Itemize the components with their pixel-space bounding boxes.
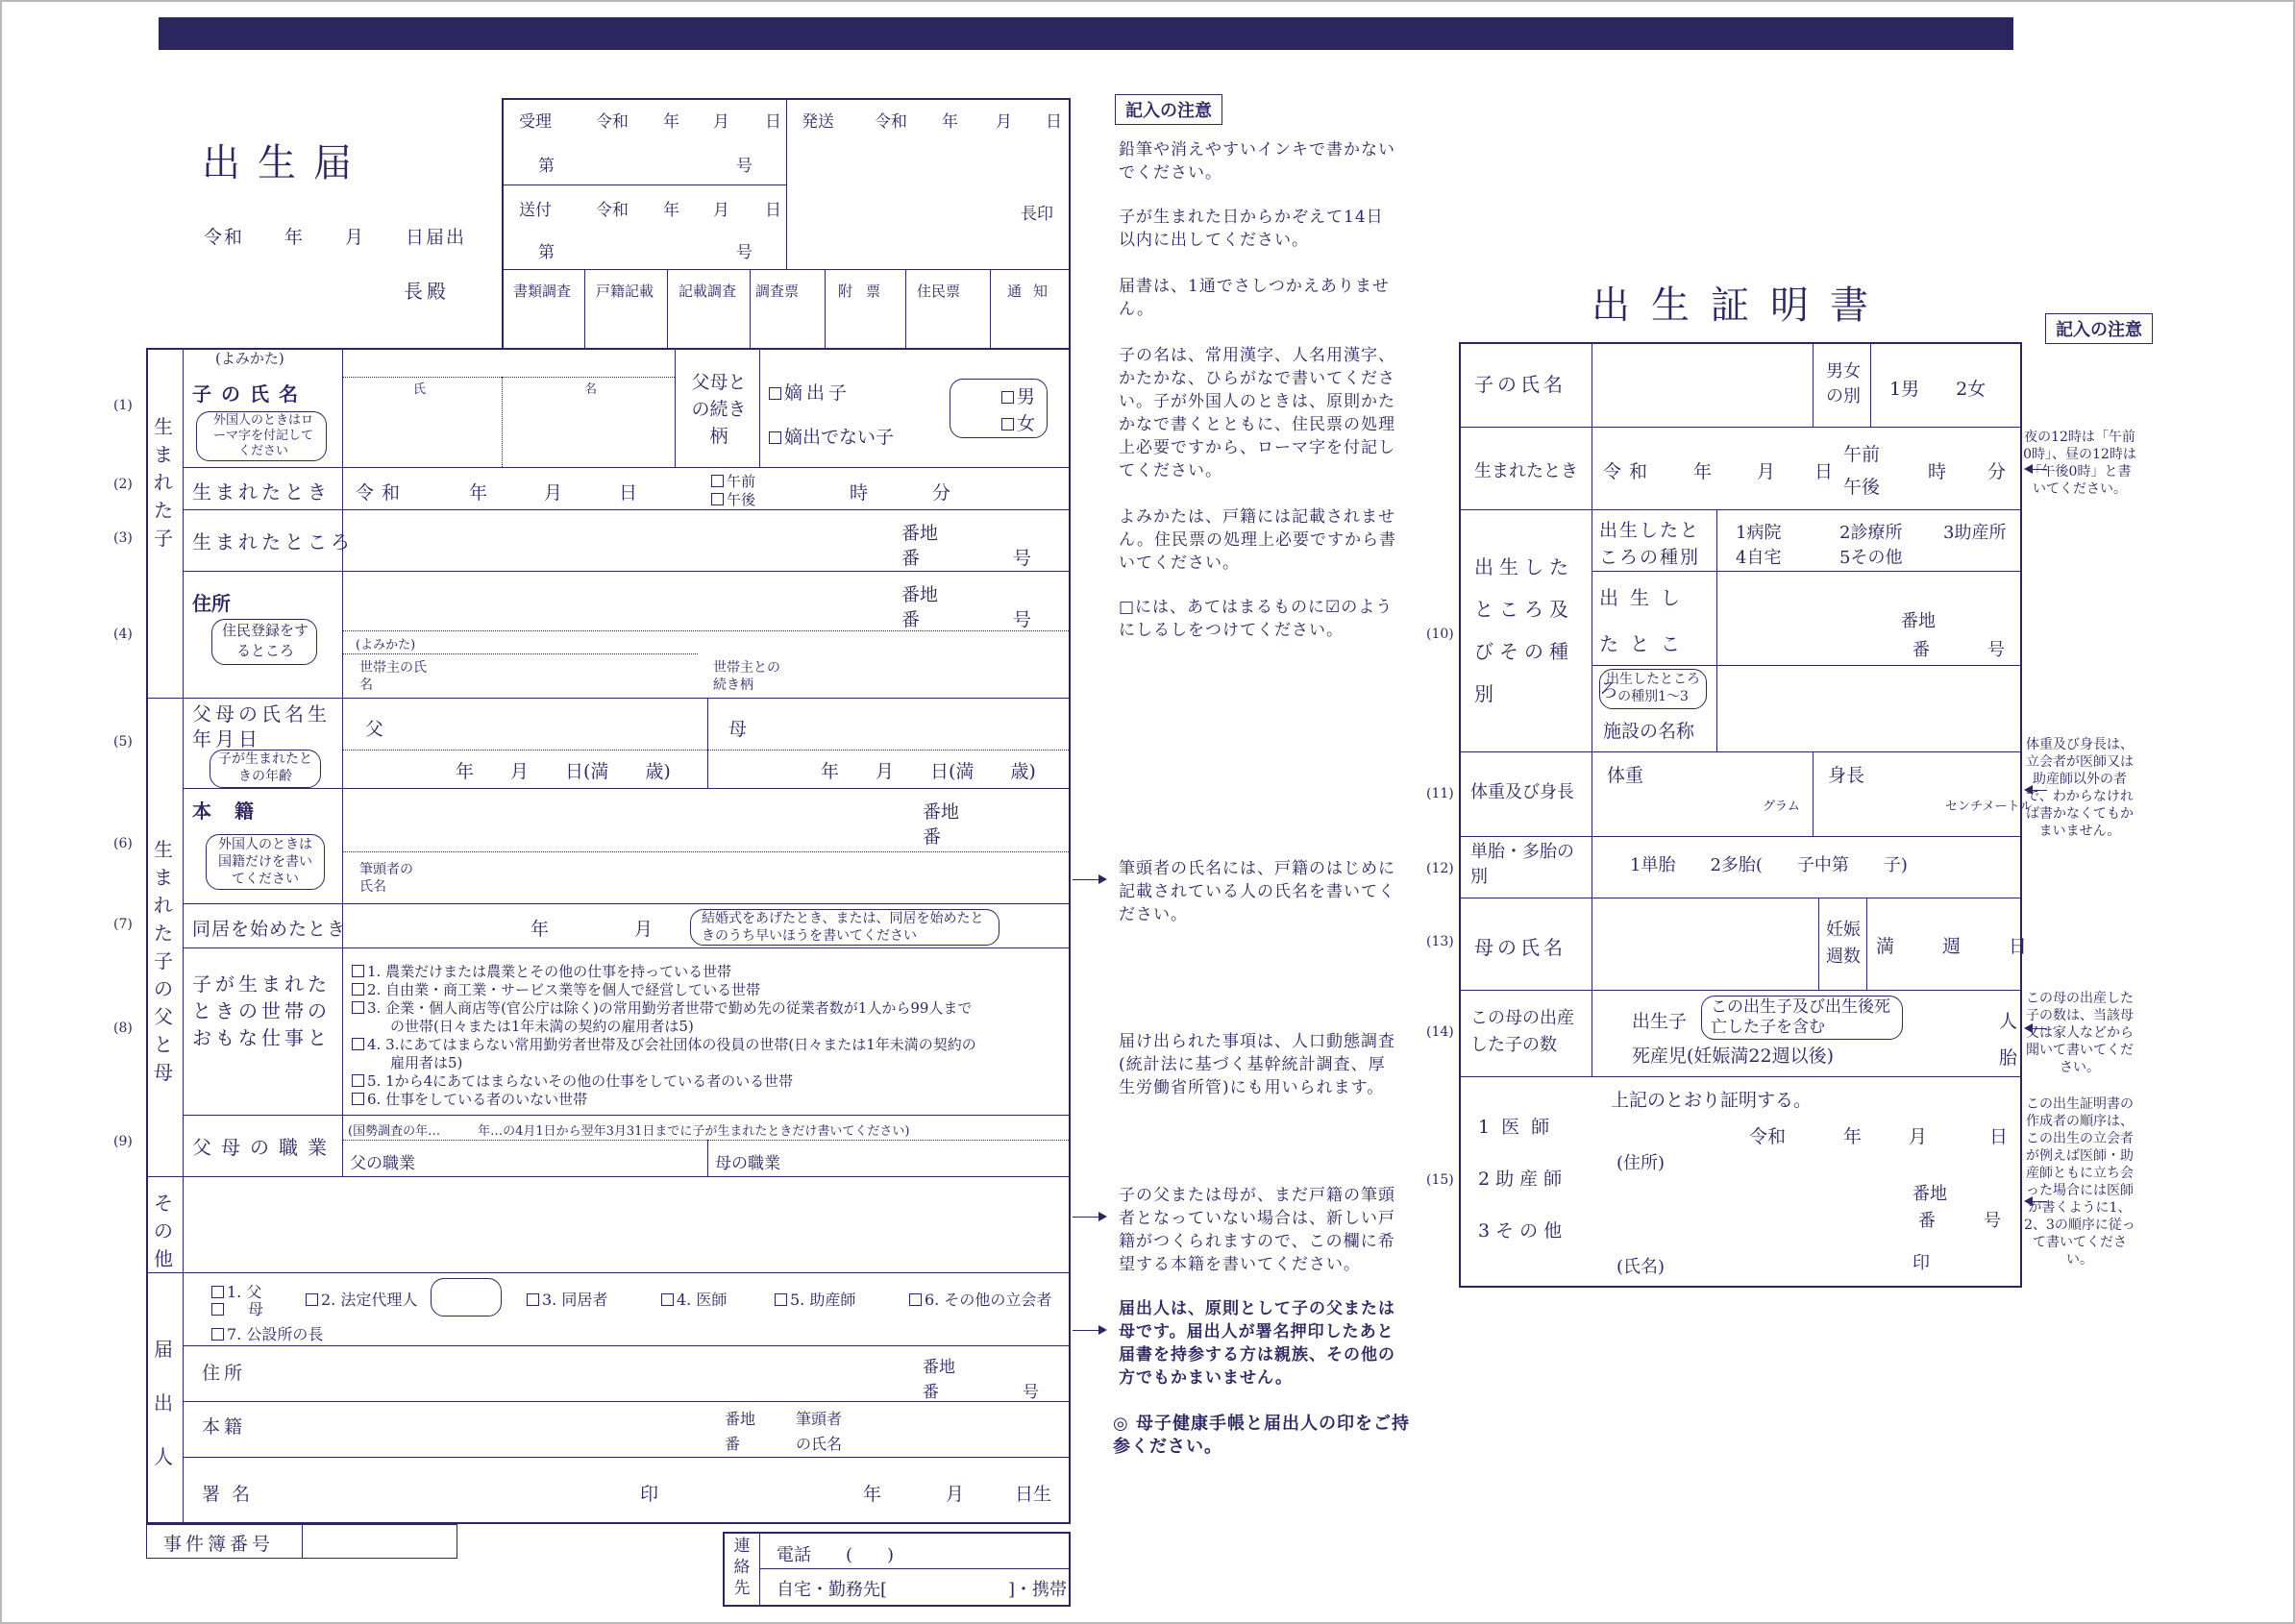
cert-date-year: 年 bbox=[1843, 1126, 1863, 1147]
no2-prefix: 第 bbox=[538, 243, 555, 262]
note-yomi: よみかたは、戸籍には記載されません。住民票の処理上必要ですから書いてください。 bbox=[1119, 507, 1397, 573]
cert-multi-label: 単胎・多胎の別 bbox=[1470, 842, 1574, 887]
informant-father-text: 1. 父 bbox=[227, 1283, 262, 1301]
cert-role-1: 1医師 bbox=[1478, 1117, 1562, 1138]
born-when-label: 生まれたとき bbox=[192, 480, 331, 504]
rownum-6: (6) bbox=[113, 836, 133, 851]
child-name-label: 子の氏名 bbox=[192, 382, 308, 406]
household-text-1: 1. 農業だけまたは農業とその他の仕事を持っている世帯 bbox=[367, 963, 732, 980]
cert-date-month: 月 bbox=[1909, 1126, 1928, 1147]
pm-option[interactable] bbox=[711, 489, 755, 509]
cert-addr-banchi: 番地 bbox=[1912, 1184, 1947, 1204]
cert-cm: センチメートル bbox=[1945, 800, 2033, 814]
informant-opt3[interactable] bbox=[527, 1288, 607, 1310]
cert-role-3: 3その他 bbox=[1478, 1220, 1568, 1242]
cohabit-year: 年 bbox=[531, 919, 550, 940]
cert-births-label: この母の出産した子の数 bbox=[1470, 1008, 1574, 1055]
sent-day: 日 bbox=[1046, 112, 1062, 132]
household-text-4: 4. 3.にあてはまらない常用勤労者世帯及び会社団体の役員の世帯(日々または1年未満の契約の bbox=[367, 1036, 976, 1053]
address-ban: 番 bbox=[901, 609, 921, 630]
father-label: 父 bbox=[365, 719, 384, 740]
cohabit-note: 結婚式をあげたとき、または、同居を始めたときのうち早いほうを書いてください bbox=[702, 911, 984, 944]
address-banchi: 番地 bbox=[901, 584, 939, 605]
born-minute: 分 bbox=[932, 482, 951, 504]
female-checkbox[interactable] bbox=[1001, 418, 1014, 431]
cert-births-still-unit: 胎 bbox=[1999, 1047, 2018, 1069]
note-14days: 子が生まれた日からかぞえて14日以内に出してください。 bbox=[1119, 208, 1384, 250]
cert-born-month: 月 bbox=[1757, 461, 1776, 482]
received-month: 月 bbox=[713, 112, 729, 132]
household-text-3b: の世帯(日々または1年未満の契約の雇用者は5) bbox=[390, 1018, 694, 1035]
honseki-banchi: 番地 bbox=[923, 801, 960, 823]
cert-child-name-label: 子の氏名 bbox=[1474, 373, 1567, 396]
household-checkbox-3[interactable] bbox=[352, 1001, 364, 1014]
contact-phone: 電話 ( ) bbox=[777, 1545, 895, 1565]
note-honseki: 子の父または母が、まだ戸籍の筆頭者となっていない場合は、新しい戸籍がつくられますので、この欄に希望する本籍を書いてください。 bbox=[1119, 1186, 1395, 1274]
forwarded-month: 月 bbox=[713, 201, 729, 220]
born-where-label: 生まれたところ bbox=[192, 530, 354, 554]
cert-certify: 上記のとおり証明する。 bbox=[1611, 1090, 1813, 1111]
rownum-2: (2) bbox=[113, 477, 133, 492]
cert-rownum-10: (10) bbox=[1426, 627, 1454, 642]
female-option[interactable] bbox=[1001, 409, 1035, 435]
cert-rownum-15: (15) bbox=[1426, 1172, 1454, 1188]
cert-rownum-14: (14) bbox=[1426, 1024, 1454, 1040]
household-checkbox-2[interactable] bbox=[352, 983, 364, 996]
cert-name: (氏名) bbox=[1616, 1257, 1666, 1277]
cert-am: 午前 bbox=[1843, 444, 1881, 465]
informant-opt7-checkbox[interactable] bbox=[211, 1328, 224, 1341]
informant-opt4[interactable] bbox=[661, 1288, 727, 1310]
census-note: (国勢調査の年… 年…の4月1日から翌年3月31日までに子が生まれたときだけ書いてください) bbox=[348, 1124, 910, 1139]
signature-label: 署名 bbox=[202, 1484, 262, 1505]
cert-place-type-4: 4自宅 bbox=[1736, 548, 1782, 568]
cert-place-type-2: 2診療所 bbox=[1839, 523, 1903, 543]
cert-place-ban: 番 bbox=[1912, 640, 1930, 660]
address-yomi: (よみかた) bbox=[356, 638, 416, 652]
informant-address-ban: 番 bbox=[923, 1383, 939, 1402]
informant-address-label: 住所 bbox=[202, 1363, 247, 1384]
informant-opt7-text: 7. 公設所の長 bbox=[227, 1325, 324, 1343]
note-name-chars: 子の名は、常用漢字、人名用漢字、かたかな、ひらがなで書いてください。子が外国人のときは、原則かたかなで書くとともに、住民票の処理上必要ですから、ローマ字を付記してください。 bbox=[1119, 346, 1395, 480]
notes-tag: 記入の注意 bbox=[1115, 94, 1222, 125]
household-text-4b: 雇用者は5) bbox=[390, 1054, 463, 1071]
informant-honseki-label: 本籍 bbox=[202, 1416, 247, 1438]
am-checkbox[interactable] bbox=[711, 475, 724, 487]
household-item-5[interactable] bbox=[352, 1070, 793, 1091]
child-address-note: 住民登録をするところ bbox=[221, 622, 308, 659]
household-checkbox-4[interactable] bbox=[352, 1038, 364, 1050]
household-item-6[interactable] bbox=[352, 1089, 587, 1109]
sent-year: 年 bbox=[942, 112, 958, 132]
child-name-note: 外国人のときはローマ字を付記してください bbox=[212, 413, 313, 458]
note-copies: 届書は、1通でさしつかえありません。 bbox=[1119, 277, 1390, 319]
case-no-label: 事件簿番号 bbox=[163, 1534, 275, 1555]
check-fuhyo: 附票 bbox=[838, 283, 895, 300]
informant-label: 届出人 bbox=[154, 1338, 173, 1468]
side-note-weight: 体重及び身長は、立会者が医師又は助産師以外の者で、わからなければ書かなくてもかまいません。 bbox=[2026, 737, 2134, 839]
household-checkbox-6[interactable] bbox=[352, 1093, 364, 1105]
cert-place-type-5: 5その他 bbox=[1839, 548, 1903, 568]
born-hour: 時 bbox=[850, 482, 869, 504]
form-title: 出生届 bbox=[202, 141, 369, 185]
household-item-3[interactable] bbox=[352, 997, 972, 1018]
informant-opt1b[interactable] bbox=[211, 1297, 263, 1319]
cert-addr-ban: 番 bbox=[1918, 1211, 1936, 1231]
informant-address-banchi: 番地 bbox=[923, 1358, 955, 1377]
check-juminhyo: 住民票 bbox=[917, 283, 961, 300]
male-text: 男 bbox=[1017, 386, 1036, 407]
child-section-label: 生まれた子 bbox=[154, 415, 173, 550]
rownum-9: (9) bbox=[113, 1134, 133, 1149]
mother-age-line: 年 月 日(満 歳) bbox=[821, 761, 1036, 782]
cert-date-era: 令和 bbox=[1749, 1126, 1787, 1147]
nonlegit-option[interactable] bbox=[769, 423, 894, 449]
cert-gest-values: 満 週 日 bbox=[1876, 936, 2032, 957]
office-seal: 長印 bbox=[1021, 205, 1053, 224]
relation-label: 父母との続き柄 bbox=[691, 372, 747, 447]
child-yomi-label: (よみかた) bbox=[215, 350, 284, 367]
cert-facility-name: 施設の名称 bbox=[1603, 721, 1695, 742]
contact-place: 自宅・勤務先[ ]・携帯 bbox=[777, 1580, 1068, 1600]
am-text: 午前 bbox=[727, 473, 756, 490]
informant-opt7[interactable] bbox=[211, 1322, 323, 1344]
forwarded-year: 年 bbox=[663, 201, 679, 220]
informant-opt2[interactable] bbox=[306, 1288, 417, 1310]
rownum-3: (3) bbox=[113, 530, 133, 546]
cert-role-2: 2助産師 bbox=[1478, 1169, 1568, 1190]
rownum-8: (8) bbox=[113, 1021, 133, 1036]
check-koseki: 戸籍記載 bbox=[596, 283, 654, 300]
household-item-2[interactable] bbox=[352, 979, 760, 999]
parents-age-note: 子が生まれたときの年齢 bbox=[218, 751, 312, 784]
informant-opt6-checkbox[interactable] bbox=[909, 1293, 922, 1306]
cohabit-label: 同居を始めたとき bbox=[192, 919, 347, 940]
cert-gram: グラム bbox=[1763, 800, 1800, 814]
informant-opt3-checkbox[interactable] bbox=[527, 1293, 539, 1306]
informant-opt3-text: 3. 同居者 bbox=[542, 1291, 608, 1309]
female-text: 女 bbox=[1017, 413, 1036, 434]
cert-facility-note: 出生したところの種別1〜3 bbox=[1606, 672, 1700, 704]
certificate-tag: 記入の注意 bbox=[2045, 313, 2153, 344]
household-text-5: 5. 1から4にあてはまらないその他の仕事をしている者のいる世帯 bbox=[367, 1072, 794, 1090]
cert-seal: 印 bbox=[1912, 1253, 1930, 1273]
sent-era: 令和 bbox=[875, 112, 907, 132]
cohabit-month: 月 bbox=[634, 919, 654, 940]
received-label: 受理 bbox=[519, 112, 552, 132]
cert-place-kind-label: 出生したところ及びその種別 bbox=[1474, 555, 1574, 705]
nonlegit-text: 嫡出でない子 bbox=[784, 427, 895, 448]
informant-hittousha: 筆頭者の氏名 bbox=[796, 1410, 843, 1453]
no1-suffix: 号 bbox=[736, 157, 753, 176]
pm-text: 午後 bbox=[727, 491, 756, 508]
cert-pm: 午後 bbox=[1843, 477, 1881, 498]
rownum-5: (5) bbox=[113, 734, 133, 750]
parent-section-label: 生まれた子の父と母 bbox=[154, 838, 173, 1084]
household-item-1[interactable] bbox=[352, 961, 731, 981]
legit-text: 嫡出子 bbox=[784, 382, 851, 404]
rownum-4: (4) bbox=[113, 627, 133, 642]
addressee: 長殿 bbox=[404, 280, 450, 303]
informant-opt6-text: 6. その他の立会者 bbox=[925, 1291, 1052, 1309]
job-label: 父母の職業 bbox=[192, 1136, 336, 1159]
header-bar bbox=[159, 17, 2013, 50]
family-name-label: 氏 bbox=[413, 382, 427, 397]
cert-mother-name-label: 母の氏名 bbox=[1474, 936, 1567, 959]
note-bring: ◎ 母子健康手帳と届出人の印をご持参ください。 bbox=[1113, 1414, 1410, 1457]
sent-label: 発送 bbox=[802, 112, 834, 132]
side-note-time: 夜の12時は「午前0時」、昼の12時は「午後0時」と書いてください。 bbox=[2023, 430, 2136, 497]
cert-born-when-label: 生まれたとき bbox=[1474, 461, 1578, 481]
cert-multi-values: 1単胎 2多胎( 子中第 子) bbox=[1630, 855, 1908, 875]
cert-rownum-13: (13) bbox=[1426, 934, 1454, 949]
other-label: その他 bbox=[154, 1192, 173, 1270]
filed-date: 令和 年 月 日届出 bbox=[204, 227, 467, 248]
note-survey: 届け出られた事項は、人口動態調査(統計法に基づく基幹統計調査、厚生労働省所管)にも用いられます。 bbox=[1119, 1032, 1395, 1097]
certificate-title: 出生証明書 bbox=[1592, 283, 1889, 328]
note-pencil: 鉛筆や消えやすいインキで書かないでください。 bbox=[1119, 140, 1395, 183]
male-option[interactable] bbox=[1001, 382, 1035, 408]
born-where-go: 号 bbox=[1013, 548, 1032, 569]
cert-weight-label: 体重 bbox=[1607, 765, 1644, 786]
informant-opt5[interactable] bbox=[775, 1288, 855, 1310]
nonlegit-checkbox[interactable] bbox=[769, 431, 781, 444]
informant-honseki-ban: 番 bbox=[725, 1435, 741, 1453]
cert-address: (住所) bbox=[1616, 1153, 1666, 1173]
household-item-4[interactable] bbox=[352, 1034, 976, 1054]
informant-opt2-checkbox[interactable] bbox=[306, 1293, 318, 1306]
no1-prefix: 第 bbox=[538, 157, 555, 176]
cert-place-go: 号 bbox=[1987, 640, 2005, 660]
side-note-births: この母の出産した子の数は、当該母又は家人などから聞いて書いてください。 bbox=[2026, 991, 2134, 1075]
cert-born-era: 令和 bbox=[1603, 461, 1656, 482]
informant-opt5-checkbox[interactable] bbox=[775, 1293, 787, 1306]
born-year: 年 bbox=[469, 482, 488, 504]
cert-born-hour: 時 bbox=[1928, 461, 1947, 482]
certificate-table bbox=[1459, 342, 2022, 1288]
informant-mother-text: 母 bbox=[248, 1300, 264, 1318]
born-where-banchi: 番地 bbox=[901, 523, 939, 544]
householder-rel-label: 世帯主との続き柄 bbox=[713, 660, 780, 693]
mother-job-label: 母の職業 bbox=[715, 1154, 780, 1173]
check-tsuchi: 通知 bbox=[1007, 283, 1060, 300]
cert-born-minute: 分 bbox=[1987, 461, 2007, 482]
forwarded-era: 令和 bbox=[596, 201, 629, 220]
sent-month: 月 bbox=[996, 112, 1012, 132]
no2-suffix: 号 bbox=[736, 243, 753, 262]
check-chousa: 調査票 bbox=[755, 283, 800, 300]
father-age-line: 年 月 日(満 歳) bbox=[456, 761, 671, 782]
legit-option[interactable] bbox=[769, 379, 851, 405]
cert-place-label: 出生したところ bbox=[1599, 586, 1691, 701]
informant-birth-month: 月 bbox=[946, 1484, 965, 1505]
father-job-label: 父の職業 bbox=[350, 1154, 415, 1173]
signature-seal: 印 bbox=[640, 1484, 659, 1505]
arrow-honseki bbox=[1073, 1217, 1105, 1218]
cert-place-type-1: 1病院 bbox=[1736, 523, 1782, 543]
honseki-ban: 番 bbox=[923, 826, 942, 848]
born-where-ban: 番 bbox=[901, 548, 921, 569]
cert-rownum-11: (11) bbox=[1426, 786, 1454, 801]
given-name-label: 名 bbox=[584, 382, 598, 397]
cert-births-live: 出生子 bbox=[1632, 1011, 1688, 1032]
cert-births-person: 人 bbox=[1999, 1011, 2018, 1032]
cert-addr-go: 号 bbox=[1984, 1211, 2001, 1231]
informant-opt5-text: 5. 助産師 bbox=[790, 1291, 856, 1309]
parents-honseki-label: 本籍 bbox=[192, 800, 277, 823]
informant-birth-year: 年 bbox=[863, 1484, 882, 1505]
legit-checkbox[interactable] bbox=[769, 387, 781, 400]
cert-height-label: 身長 bbox=[1828, 765, 1865, 786]
forwarded-label: 送付 bbox=[519, 201, 552, 220]
check-shorui: 書類調査 bbox=[513, 283, 572, 300]
cert-born-year: 年 bbox=[1693, 461, 1713, 482]
cert-births-still: 死産児(妊娠満22週以後) bbox=[1632, 1046, 1835, 1067]
cert-born-day: 日 bbox=[1814, 461, 1834, 482]
received-year: 年 bbox=[663, 112, 679, 132]
cert-sex-label: 男女の別 bbox=[1826, 361, 1861, 406]
household-checkbox-5[interactable] bbox=[352, 1074, 364, 1087]
cert-date-day: 日 bbox=[1989, 1126, 2009, 1147]
parents-hittousha: 筆頭者の氏名 bbox=[359, 862, 413, 895]
cert-gest-label: 妊娠週数 bbox=[1826, 920, 1861, 967]
received-day: 日 bbox=[765, 112, 781, 132]
informant-mother-checkbox[interactable] bbox=[211, 1303, 224, 1316]
contact-label: 連絡先 bbox=[733, 1537, 751, 1598]
household-text-2: 2. 自由業・商工業・サービス業等を個人で経営している世帯 bbox=[367, 981, 761, 998]
household-label: 子が生まれたときの世帯のおもな仕事と bbox=[192, 972, 331, 1049]
pm-checkbox[interactable] bbox=[711, 493, 724, 505]
am-option[interactable] bbox=[711, 471, 755, 491]
forwarded-day: 日 bbox=[765, 201, 781, 220]
male-checkbox[interactable] bbox=[1001, 391, 1014, 404]
cert-weight-height-label: 体重及び身長 bbox=[1470, 782, 1574, 802]
address-go: 号 bbox=[1013, 609, 1032, 630]
informant-opt4-text: 4. 医師 bbox=[677, 1291, 728, 1309]
informant-address-go: 号 bbox=[1023, 1383, 1039, 1402]
born-day: 日 bbox=[619, 482, 638, 504]
received-era: 令和 bbox=[596, 112, 629, 132]
informant-opt4-checkbox[interactable] bbox=[661, 1293, 674, 1306]
informant-opt2-text: 2. 法定代理人 bbox=[321, 1291, 418, 1309]
rownum-7: (7) bbox=[113, 917, 133, 932]
side-note-order: この出生証明書の作成者の順序は、この出生の立会者が例えば医師・助産師ともに立ち会った場合には医師が書くように1、2、3の順序に従って書いてください。 bbox=[2024, 1096, 2135, 1267]
parents-honseki-note: 外国人のときは国籍だけを書いてください bbox=[218, 837, 312, 887]
rownum-1: (1) bbox=[113, 398, 133, 413]
household-text-6: 6. 仕事をしている者のいない世帯 bbox=[367, 1091, 588, 1108]
householder-label: 世帯主の氏名 bbox=[359, 660, 427, 693]
born-month: 月 bbox=[544, 482, 563, 504]
arrow-hittousha bbox=[1073, 879, 1105, 880]
mother-label: 母 bbox=[728, 719, 748, 740]
household-text-3: 3. 企業・個人商店等(官公庁は除く)の常用勤労者世帯で勤め先の従業者数が1人から99人まで bbox=[367, 999, 973, 1017]
child-address-label: 住所 bbox=[192, 592, 231, 615]
arrow-informant bbox=[1073, 1330, 1105, 1331]
cert-rownum-12: (12) bbox=[1426, 861, 1454, 876]
cert-place-banchi: 番地 bbox=[1901, 611, 1936, 631]
cert-place-type-label: 出生したところの種別 bbox=[1599, 520, 1701, 568]
note-hittousha: 筆頭者の氏名には、戸籍のはじめに記載されている人の氏名を書いてください。 bbox=[1119, 859, 1395, 924]
cert-place-type-3: 3助産所 bbox=[1943, 523, 2007, 543]
parents-name-label: 父母の氏名生年月日 bbox=[192, 702, 331, 750]
born-era: 令和 bbox=[356, 482, 408, 504]
cert-sex-values: 1男 2女 bbox=[1889, 379, 1987, 400]
note-informant: 届出人は、原則として子の父または母です。届出人が署名押印したあと届書を持参する方は親族、その他の方でもかまいません。 bbox=[1119, 1299, 1395, 1388]
cert-births-live-note: この出生子及び出生後死亡した子を含む bbox=[1711, 997, 1890, 1037]
note-checkbox: □には、あてはまるものに☑のようにしるしをつけてください。 bbox=[1119, 598, 1394, 640]
informant-birth-day: 日生 bbox=[1015, 1484, 1052, 1505]
household-checkbox-1[interactable] bbox=[352, 965, 364, 977]
informant-honseki-banchi: 番地 bbox=[725, 1410, 756, 1428]
informant-opt6[interactable] bbox=[909, 1288, 1051, 1310]
check-kisai: 記載調査 bbox=[679, 283, 737, 300]
